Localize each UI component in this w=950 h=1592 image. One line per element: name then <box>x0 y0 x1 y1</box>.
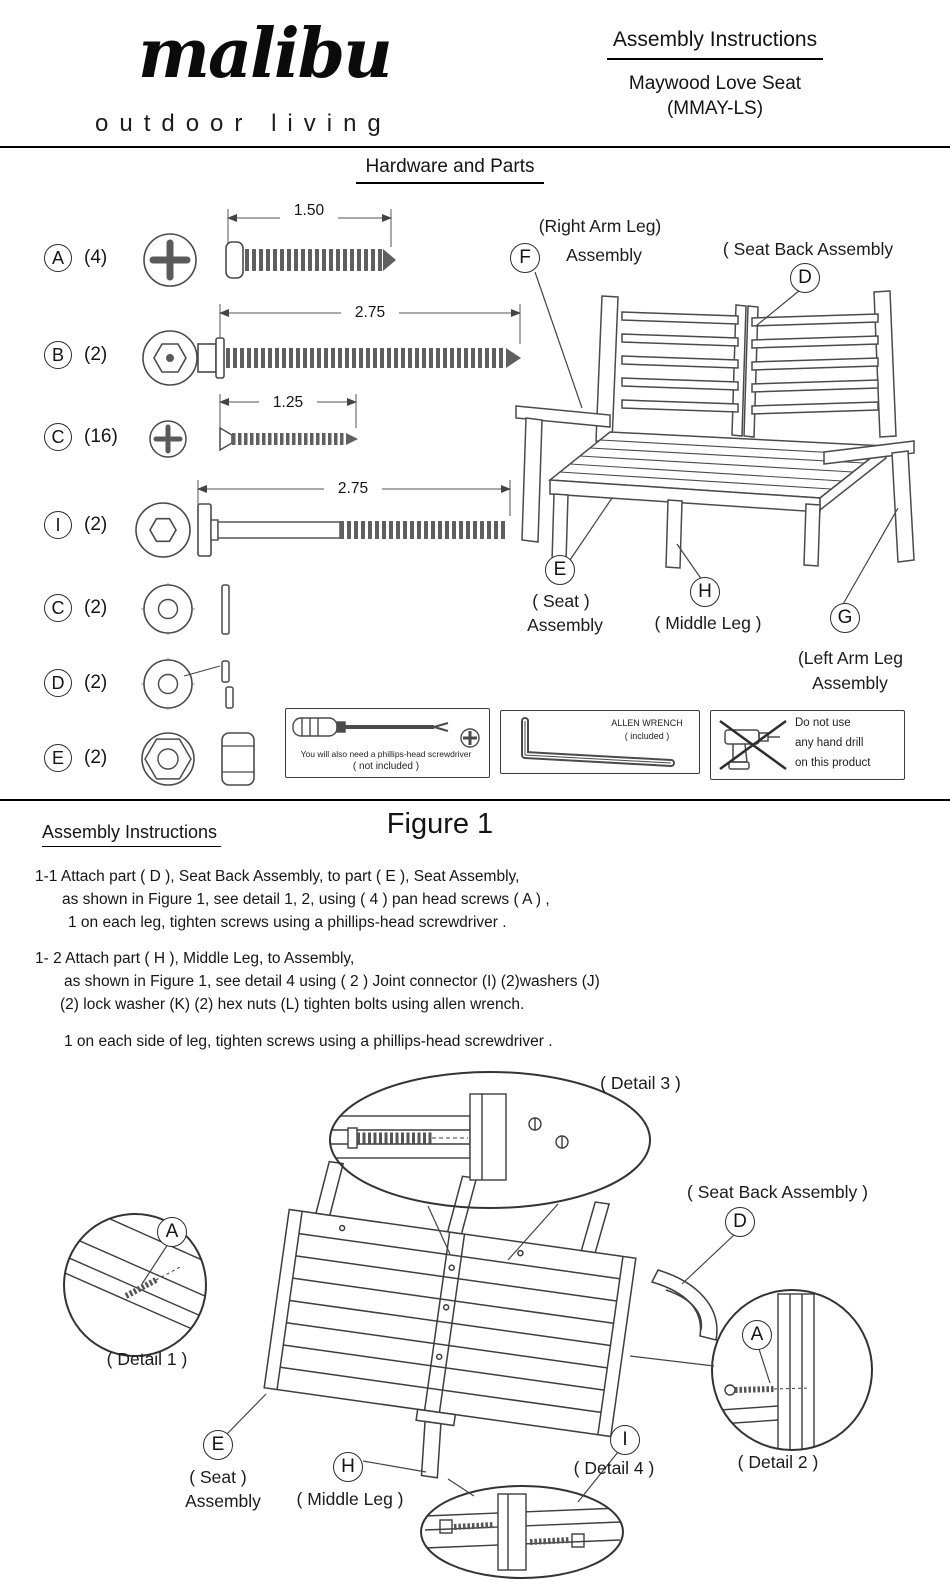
dim-a: 1.50 <box>280 202 338 220</box>
instructions-section-title: Assembly Instructions <box>42 822 221 847</box>
figure-seat-label-2: Assembly <box>185 1491 261 1511</box>
header-divider <box>0 146 950 148</box>
figure-callout-seat: E <box>203 1430 233 1460</box>
seat-label-2: Assembly <box>527 615 603 635</box>
hex-head-screw-icon <box>138 300 533 398</box>
document-header <box>560 28 870 120</box>
part-letter-a: A <box>44 244 72 272</box>
detail3-label: ( Detail 3 ) <box>600 1073 681 1093</box>
figure-callout-screw-a-detail1: A <box>157 1217 187 1247</box>
part-letter-washer: C <box>44 594 72 622</box>
lock-washer-icon <box>138 657 248 713</box>
figure-title: Figure 1 <box>386 808 494 840</box>
hex-nut-icon <box>138 730 268 788</box>
part-letter-i: I <box>44 511 72 539</box>
screwdriver-note-line1: You will also need a phillips-head screwdriver <box>300 749 472 759</box>
part-qty-hex-nut: (2) <box>84 747 108 768</box>
drill-warning-line1: Do not use <box>795 717 851 729</box>
middle-leg-label: ( Middle Leg ) <box>654 613 762 633</box>
allen-wrench-box <box>500 710 700 774</box>
product-code: (MMAY-LS) <box>666 98 764 119</box>
callout-left-arm-leg: G <box>830 603 860 633</box>
callout-middle-leg: H <box>690 577 720 607</box>
part-qty-b: (2) <box>84 344 108 365</box>
part-qty-a: (4) <box>84 247 108 268</box>
figure-middle-leg-label: ( Middle Leg ) <box>296 1489 404 1509</box>
allen-wrench-label-1: ALLEN WRENCH <box>611 718 683 728</box>
product-name: Maywood Love Seat <box>628 73 802 94</box>
part-qty-c: (16) <box>84 426 118 447</box>
hardware-section-title: Hardware and Parts <box>356 156 545 184</box>
callout-right-arm-leg: F <box>510 243 540 273</box>
screwdriver-note-line2: ( not included ) <box>352 761 420 772</box>
part-letter-b: B <box>44 341 72 369</box>
seat-back-label: ( Seat Back Assembly <box>722 239 894 259</box>
step-1-2-line2: as shown in Figure 1, see detail 4 using ( 2 ) Joint connector (I) (2)washers (J) <box>64 973 600 990</box>
pan-head-screw-icon <box>138 205 403 305</box>
callout-seat-back: D <box>790 263 820 293</box>
figure1-drawing <box>30 1058 925 1592</box>
part-letter-hex-nut: E <box>44 744 72 772</box>
doc-title: Assembly Instructions <box>607 28 823 60</box>
right-arm-leg-label-2: Assembly <box>566 245 642 265</box>
part-letter-c: C <box>44 423 72 451</box>
allen-wrench-label-2: ( included ) <box>624 731 670 741</box>
dim-b: 2.75 <box>341 304 399 322</box>
figure-callout-screw-a-detail2: A <box>742 1320 772 1350</box>
step-1-1-line3: 1 on each leg, tighten screws using a phillips-head screwdriver . <box>68 914 507 931</box>
part-qty-lock-washer: (2) <box>84 672 108 693</box>
figure-callout-seat-back: D <box>725 1207 755 1237</box>
part-qty-i: (2) <box>84 514 108 535</box>
step-1-2-line3: (2) lock washer (K) (2) hex nuts (L) tighten bolts using allen wrench. <box>60 996 525 1013</box>
step-note: 1 on each side of leg, tighten screws using a phillips-head screwdriver . <box>64 1033 553 1050</box>
detail2-label: ( Detail 2 ) <box>737 1452 819 1472</box>
callout-seat: E <box>545 555 575 585</box>
part-qty-washer: (2) <box>84 597 108 618</box>
drill-warning-line2: any hand drill <box>795 737 864 749</box>
step-1-2-line1: 1- 2 Attach part ( H ), Middle Leg, to Assembly, <box>35 950 355 967</box>
step-1-1-line1: 1-1 Attach part ( D ), Seat Back Assembly, to part ( E ), Seat Assembly, <box>35 868 520 885</box>
dim-i: 2.75 <box>324 480 382 498</box>
washer-icon <box>138 582 248 638</box>
no-drill-icon <box>717 716 789 774</box>
section-divider <box>0 799 950 801</box>
detail1-label: ( Detail 1 ) <box>106 1349 188 1369</box>
dim-c: 1.25 <box>259 394 317 412</box>
right-arm-leg-label-1: (Right Arm Leg) <box>538 216 662 236</box>
screwdriver-note-box <box>285 708 490 778</box>
figure-callout-joint-connector: I <box>610 1425 640 1455</box>
brand-tagline: outdoor living <box>95 110 392 137</box>
brand-logo: malibu <box>138 14 391 94</box>
detail4-label: ( Detail 4 ) <box>573 1458 655 1478</box>
no-drill-warning-box <box>710 710 905 780</box>
figure-seat-label-1: ( Seat ) <box>189 1467 247 1487</box>
left-arm-leg-label-2: Assembly <box>812 673 888 693</box>
left-arm-leg-label-1: (Left Arm Leg <box>797 648 904 668</box>
seat-label-1: ( Seat ) <box>532 591 590 611</box>
screwdriver-icon <box>288 711 489 749</box>
figure-callout-middle-leg: H <box>333 1452 363 1482</box>
step-1-1-line2: as shown in Figure 1, see detail 1, 2, using ( 4 ) pan head screws ( A ) , <box>62 891 550 908</box>
drill-warning-line3: on this product <box>795 757 871 769</box>
part-letter-lock-washer: D <box>44 669 72 697</box>
figure-seat-back-label: ( Seat Back Assembly ) <box>687 1182 868 1202</box>
